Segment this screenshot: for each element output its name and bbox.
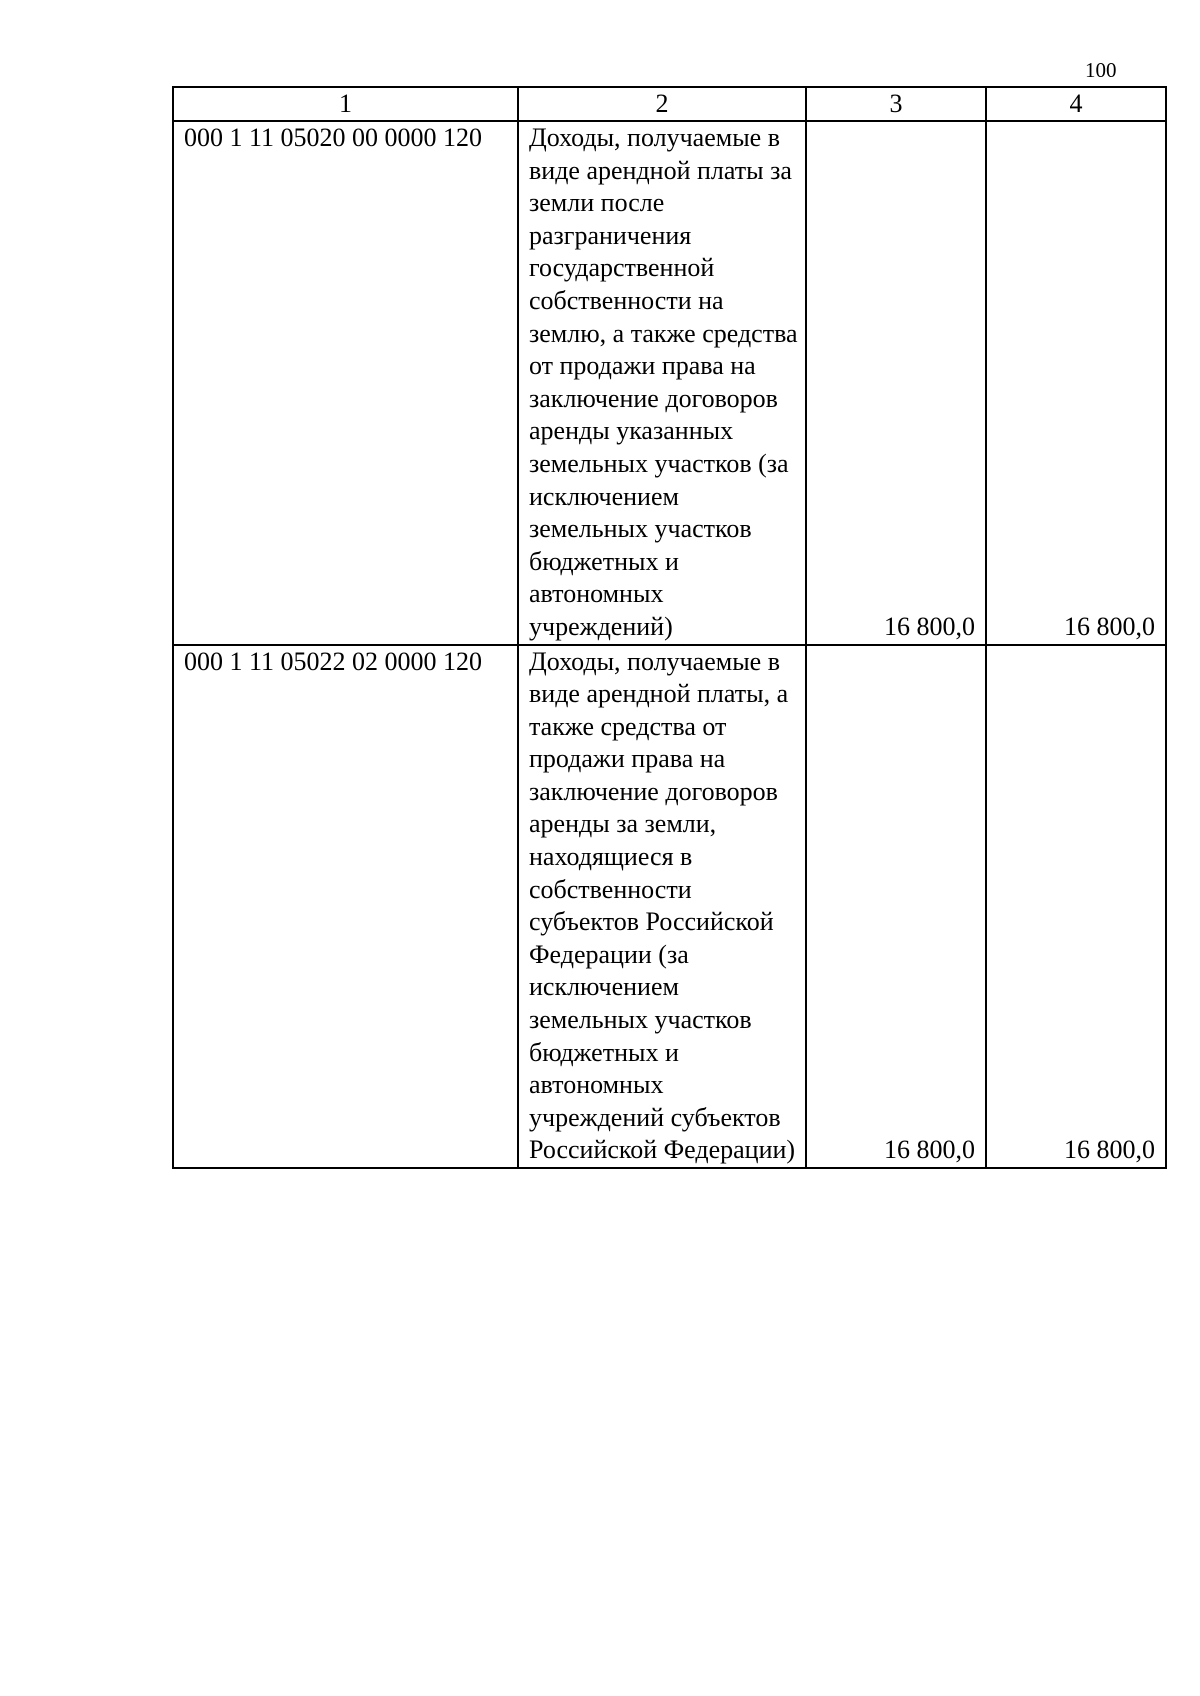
table-header-row (173, 87, 1166, 121)
table-row (173, 645, 1166, 1169)
budget-code-cell: 000 1 11 05020 00 0000 120 (173, 121, 518, 645)
description-cell: Доходы, получаемые в виде арендной платы за земли после разграничения государственной собственности на землю, а также средства от продажи права на заключение договоров аренды указанных земельных участков (за исключением земельных участков бюджетных и автономных учреждений) (518, 121, 806, 645)
page-number: 100 (1085, 58, 1117, 82)
column-header-2: 2 (518, 87, 806, 121)
description-cell: Доходы, получаемые в виде арендной платы, а также средства от продажи права на заключение договоров аренды за земли, находящиеся в собственности субъектов Российской Федерации (за исключением земельных участков бюджетных и автономных учреждений субъектов Российской Федерации) (518, 645, 806, 1169)
amount-col3-cell: 16 800,0 (806, 121, 986, 645)
column-header-1: 1 (173, 87, 518, 121)
amount-col4-cell: 16 800,0 (986, 121, 1166, 645)
budget-code-cell: 000 1 11 05022 02 0000 120 (173, 645, 518, 1169)
amount-col3-cell: 16 800,0 (806, 645, 986, 1169)
amount-col4-cell: 16 800,0 (986, 645, 1166, 1169)
table-row (173, 121, 1166, 645)
column-header-3: 3 (806, 87, 986, 121)
column-header-4: 4 (986, 87, 1166, 121)
budget-table (172, 86, 1167, 1169)
